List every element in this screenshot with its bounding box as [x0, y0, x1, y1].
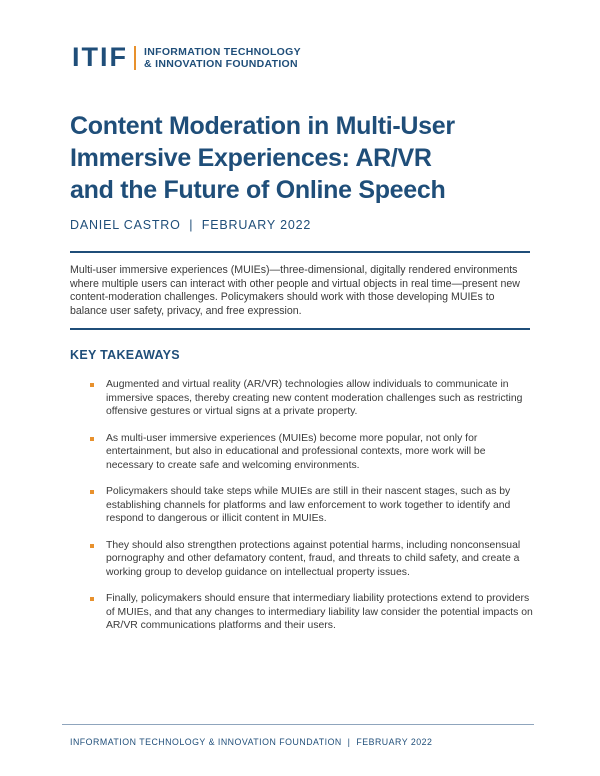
author-date-byline: DANIEL CASTRO | FEBRUARY 2022 — [70, 218, 312, 232]
footer-divider — [62, 724, 534, 725]
key-takeaways-heading: KEY TAKEAWAYS — [70, 348, 180, 362]
takeaway-item: They should also strengthen protections against potential harms, including nonconsensual pornography and other defamatory content, fraud, and threats to child safety, and create a working group to develop guidance on intellectual property issues. — [90, 539, 535, 580]
takeaway-item: Policymakers should take steps while MUIEs are still in their nascent stages, such as by establishing channels for platforms and law enforcement to work together to identify and respond to dangerous or illicit content in MUIEs. — [90, 485, 535, 526]
logo-mark: ITIF — [72, 42, 128, 72]
title-line-2: Immersive Experiences: AR/VR — [70, 144, 432, 172]
takeaway-item: As multi-user immersive experiences (MUIEs) become more popular, not only for entertainment, but also in educational and professional contexts, more work will be necessary to create safe and welcoming environments. — [90, 432, 535, 473]
title-line-3: and the Future of Online Speech — [70, 176, 446, 204]
takeaway-item: Finally, policymakers should ensure that intermediary liability protections extend to providers of MUIEs, and that any changes to intermediary liability law consider the potential impacts on AR/VR communications platforms and their users. — [90, 592, 535, 633]
logo-organization-name — [144, 46, 301, 70]
itif-logo — [72, 44, 301, 71]
logo-divider — [134, 46, 136, 70]
logo-line-2: & INNOVATION FOUNDATION — [144, 57, 298, 70]
takeaway-item: Augmented and virtual reality (AR/VR) technologies allow individuals to communicate in immersive spaces, thereby creating new content moderation challenges such as restricting offensive gestures or virtual signs at a private property. — [90, 378, 535, 419]
page-footer: INFORMATION TECHNOLOGY & INNOVATION FOUNDATION | FEBRUARY 2022 — [70, 737, 433, 747]
summary-bottom-divider — [70, 328, 530, 330]
logo-line-1: INFORMATION TECHNOLOGY — [144, 45, 301, 58]
summary-top-divider — [70, 251, 530, 253]
report-summary: Multi-user immersive experiences (MUIEs)—three-dimensional, digitally rendered environments where multiple users can interact with other people and virtual objects in real time—present new content-moderation challenges. Policymakers should work with those developing MUIEs to balance user safety, privacy, and free expression. — [70, 264, 520, 317]
title-line-1: Content Moderation in Multi-User — [70, 112, 455, 140]
report-title — [70, 110, 490, 206]
key-takeaways-list — [90, 378, 535, 646]
